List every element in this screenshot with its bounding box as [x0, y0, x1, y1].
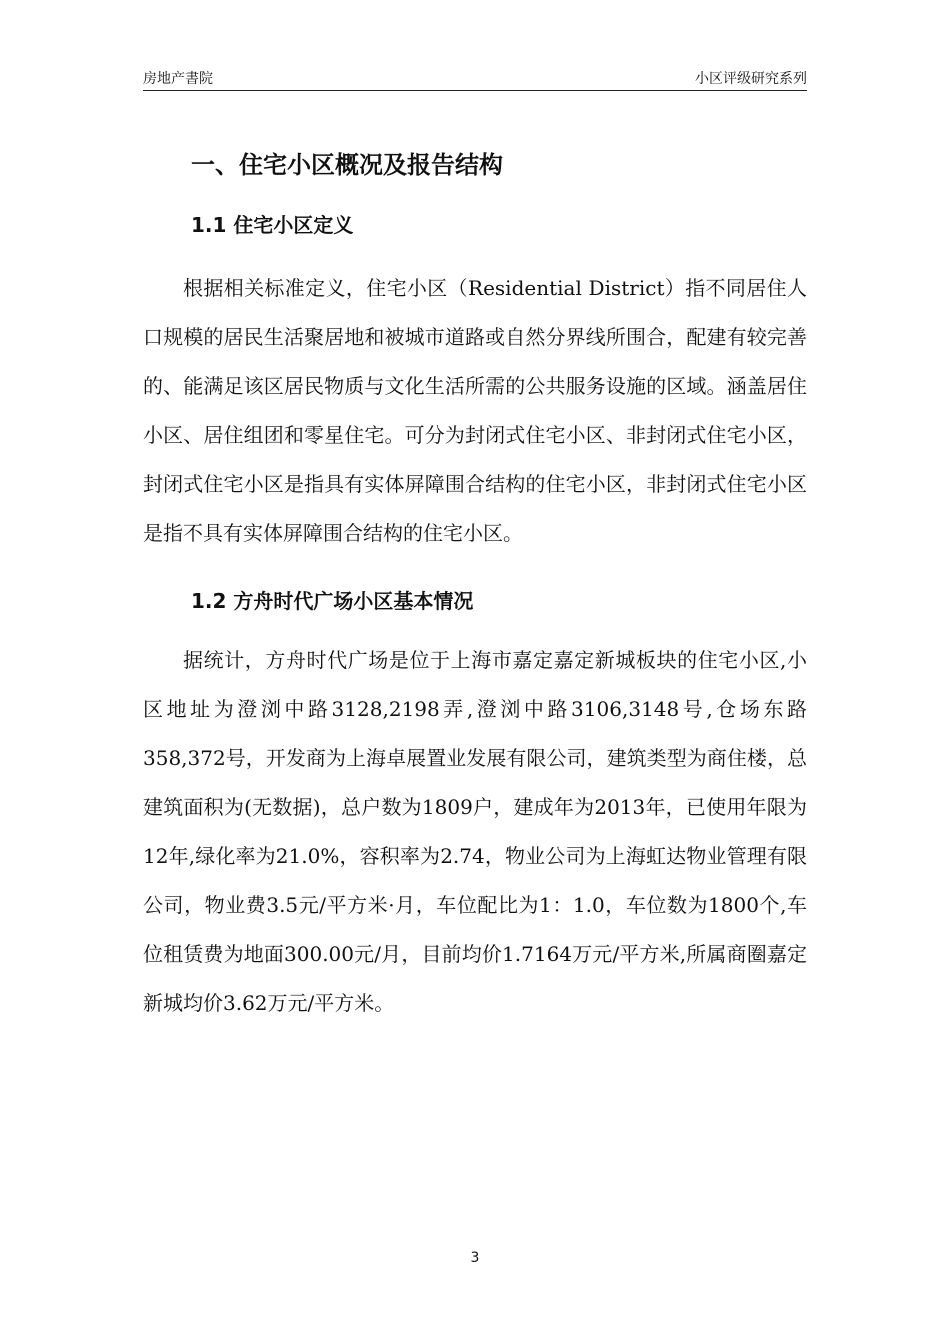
header-left-text: 房地产書院	[143, 71, 213, 87]
subsection-title-definition: 1.1 住宅小区定义	[191, 213, 354, 237]
header-right-text: 小区评级研究系列	[695, 71, 807, 87]
definition-paragraph: 根据相关标准定义，住宅小区（Residential District）指不同居住人口规模的居民生活聚居地和被城市道路或自然分界线所围合，配建有较完善的、能满足该区居民物质与文化生活所需的公共服务设施的区域。涵盖居住小区、居住组团和零星住宅。可分为封闭式住宅小区、非封闭式住宅小区，封闭式住宅小区是指具有实体屏障围合结构的住宅小区，非封闭式住宅小区是指不具有实体屏障围合结构的住宅小区。	[143, 276, 807, 545]
page-header	[143, 66, 807, 91]
document-body	[143, 140, 807, 1028]
subsection-title-overview: 1.2 方舟时代广场小区基本情况	[191, 589, 474, 613]
overview-paragraph: 据统计，方舟时代广场是位于上海市嘉定嘉定新城板块的住宅小区,小区地址为澄浏中路3128,2198弄,澄浏中路3106,3148号,仓场东路358,372号，开发商为上海卓展置业发展有限公司，建筑类型为商住楼，总建筑面积为(无数据)，总户数为1809户，建成年为2013年，已使用年限为12年,绿化率为21.0%，容积率为2.74，物业公司为上海虹达物业管理有限公司，物业费3.5元/平方米·月，车位配比为1：1.0，车位数为1800个,车位租赁费为地面300.00元/月，目前均价1.7164万元/平方米,所属商圈嘉定新城均价3.62万元/平方米。	[143, 648, 807, 1015]
section-title: 一、住宅小区概况及报告结构	[191, 151, 503, 179]
page-number: 3	[470, 1250, 480, 1266]
